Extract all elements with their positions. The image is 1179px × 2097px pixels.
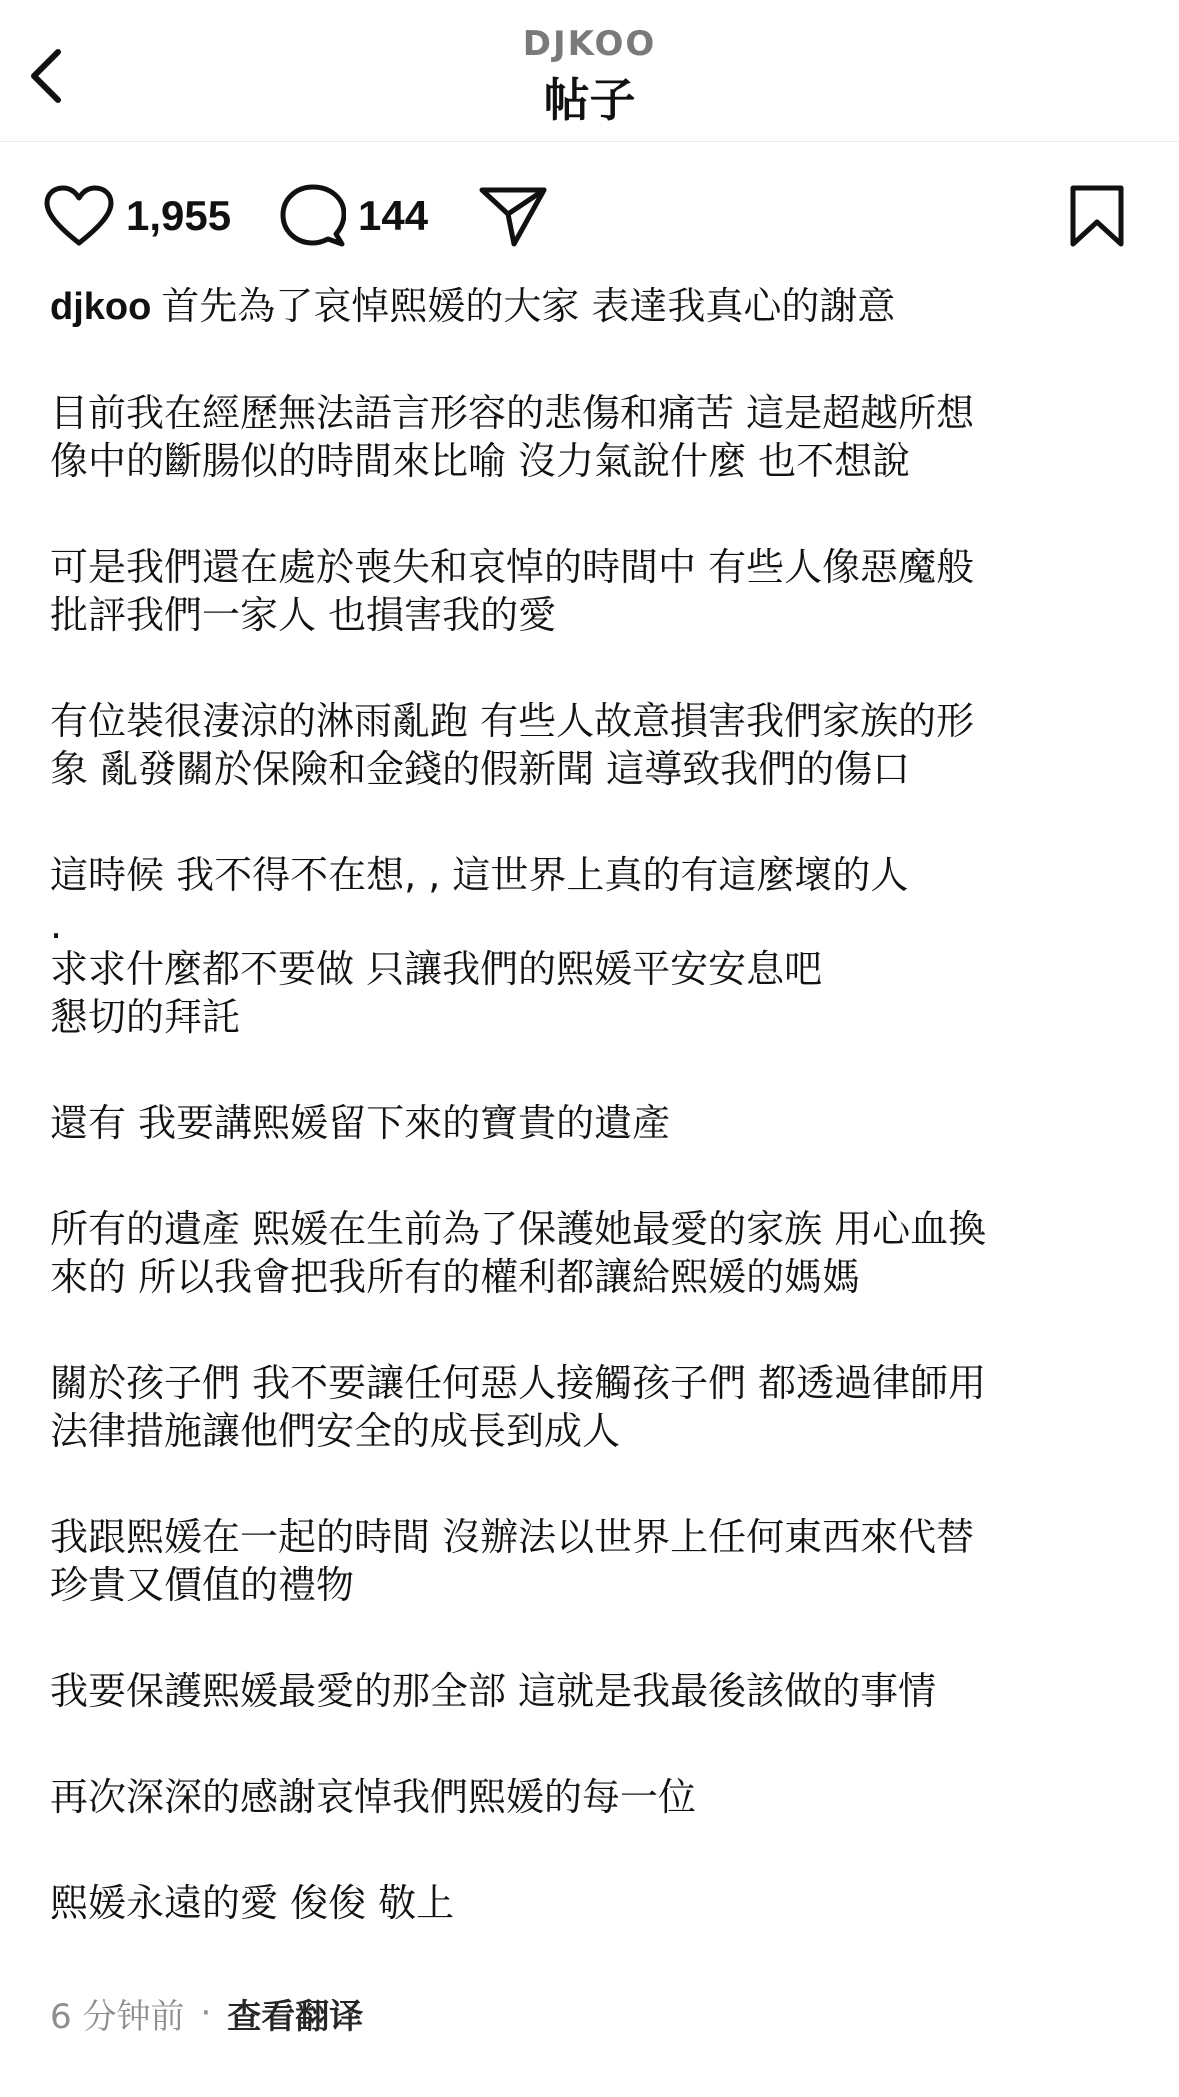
comments-count[interactable]: 144 [358,192,429,239]
heart-outline-icon [44,185,114,247]
caption-paragraph: 可是我們還在處於喪失和哀悼的時間中 有些人像惡魔般 批評我們一家人 也損害我的愛 [50,545,975,637]
bookmark-outline-icon [1068,184,1126,248]
post-caption [50,282,1140,1985]
caption-paragraph: 這時候 我不得不在想, , 這世界上真的有這麼壞的人 [50,853,909,897]
caption-paragraph: 所有的遺產 熙媛在生前為了保護她最愛的家族 用心血換 來的 所以我會把我所有的權利都讓給熙媛的媽媽 [50,1207,987,1299]
post-action-bar [0,175,1179,257]
caption-paragraph: 還有 我要講熙媛留下來的寶貴的遺產 [50,1101,671,1145]
caption-username[interactable]: djkoo [50,286,152,328]
paper-plane-icon [478,184,548,248]
like-button[interactable] [44,175,231,257]
top-bar [0,0,1179,142]
post-footer [50,1988,363,2038]
page-title: 帖子 [543,73,636,127]
caption-paragraph: 關於孩子們 我不要讓任何惡人接觸孩子們 都透過律師用 法律措施讓他們安全的成長到成人 [50,1361,987,1453]
caption-text: 首先為了哀悼熙媛的大家 表達我真心的謝意 [161,284,896,328]
caption-paragraph: 我跟熙媛在一起的時間 沒辦法以世界上任何東西來代替 珍貴又價值的禮物 [50,1515,975,1607]
see-translation-button[interactable]: 查看翻译 [227,1996,364,2037]
comment-button[interactable] [280,175,428,257]
caption-paragraph: 求求什麼都不要做 只讓我們的熙媛平安安息吧 懇切的拜託 [50,947,823,1039]
footer-separator: · [200,1993,212,2033]
post-timestamp: 6 分钟前 [50,1996,185,2037]
caption-first-line [50,282,1140,331]
header-username: DJKOO [522,24,657,64]
caption-paragraph: 再次深深的感謝哀悼我們熙媛的每一位 [50,1775,697,1819]
bookmark-button[interactable] [1068,175,1126,257]
share-button[interactable] [478,175,548,257]
caption-paragraph: 我要保護熙媛最愛的那全部 這就是我最後該做的事情 [50,1669,937,1713]
caption-paragraph: . [50,903,63,947]
likes-count[interactable]: 1,955 [126,192,232,239]
caption-paragraph: 有位裝很淒涼的淋雨亂跑 有些人故意損害我們家族的形 象 亂發關於保險和金錢的假新聞 這導致我們的傷口 [50,699,975,791]
comment-bubble-icon [280,184,346,248]
caption-paragraph: 熙媛永遠的愛 俊俊 敬上 [50,1881,455,1925]
caption-paragraph: 目前我在經歷無法語言形容的悲傷和痛苦 這是超越所想 像中的斷腸似的時間來比喻 沒力氣說什麼 也不想說 [50,391,975,483]
